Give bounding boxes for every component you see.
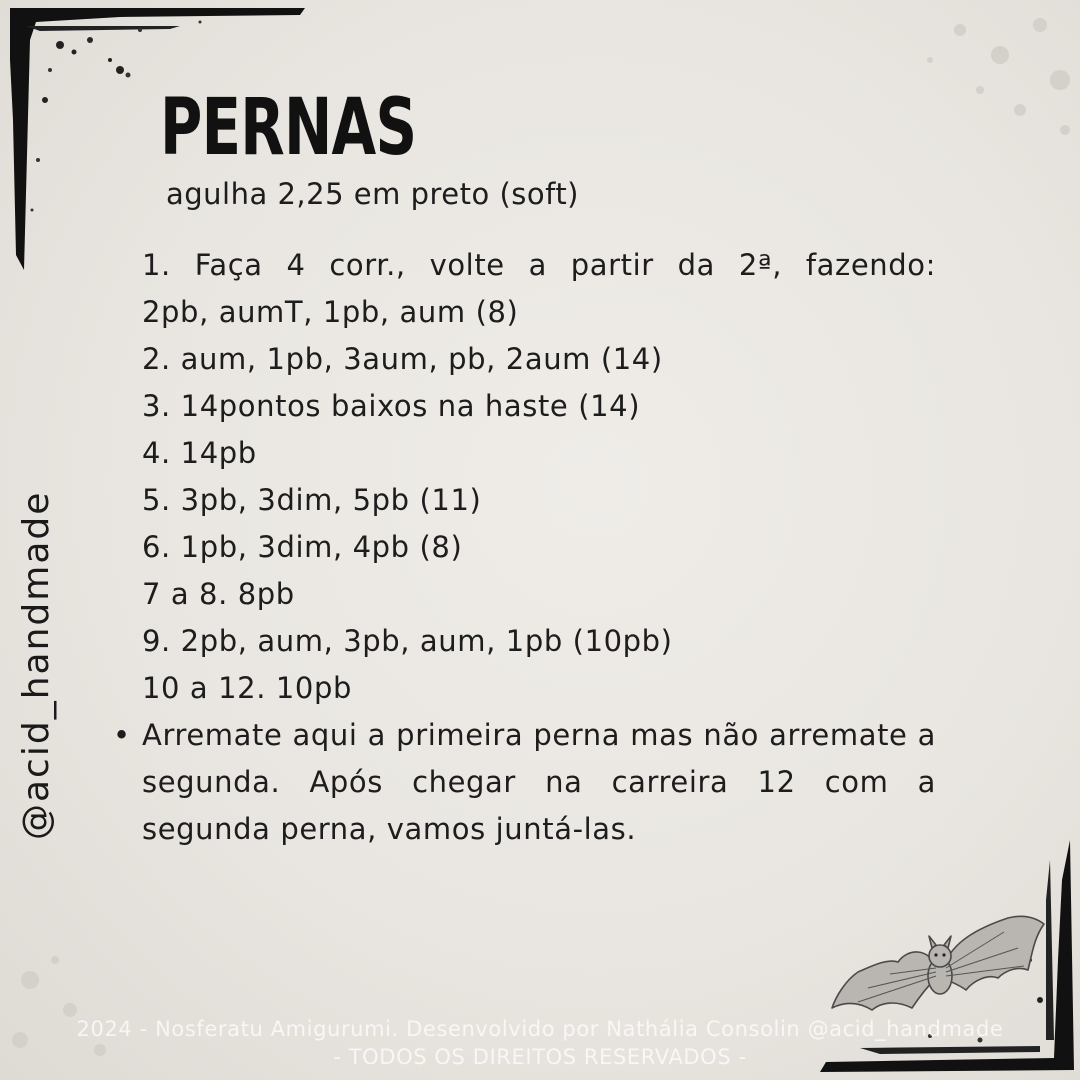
instagram-handle: @acid_handmade — [16, 490, 57, 840]
instruction-step: 2. aum, 1pb, 3aum, pb, 2aum (14) — [142, 342, 663, 376]
finishing-note-text: Arremate aqui a primeira perna mas não arremate a segunda. Após chegar na carreira 12 com a segunda perna, vamos juntá-las. — [142, 718, 936, 846]
page-subtitle: agulha 2,25 em preto (soft) — [166, 177, 580, 211]
page-title: PERNAS — [160, 83, 417, 173]
instruction-list — [113, 242, 936, 853]
instruction-step: 1. Faça 4 corr., volte a partir da 2ª, fazendo: — [142, 248, 936, 282]
instruction-step: 7 a 8. 8pb — [142, 577, 295, 611]
instruction-step: 9. 2pb, aum, 3pb, aum, 1pb (10pb) — [142, 624, 673, 658]
finishing-note — [113, 712, 936, 853]
copyright-line: 2024 - Nosferatu Amigurumi. Desenvolvido por Nathália Consolin @acid_handmade — [76, 1017, 1004, 1041]
instruction-step: 6. 1pb, 3dim, 4pb (8) — [142, 530, 463, 564]
instruction-step: 4. 14pb — [142, 436, 257, 470]
instruction-step: 2pb, aumT, 1pb, aum (8) — [142, 295, 519, 329]
instruction-step: 10 a 12. 10pb — [142, 671, 352, 705]
instruction-step: 5. 3pb, 3dim, 5pb (11) — [142, 483, 482, 517]
copyright-footer — [0, 1015, 1080, 1071]
bat-icon — [828, 908, 1048, 1018]
rights-line: - TODOS OS DIREITOS RESERVADOS - — [333, 1045, 747, 1069]
instruction-step: 3. 14pontos baixos na haste (14) — [142, 389, 641, 423]
bullet-icon: • — [113, 718, 131, 752]
